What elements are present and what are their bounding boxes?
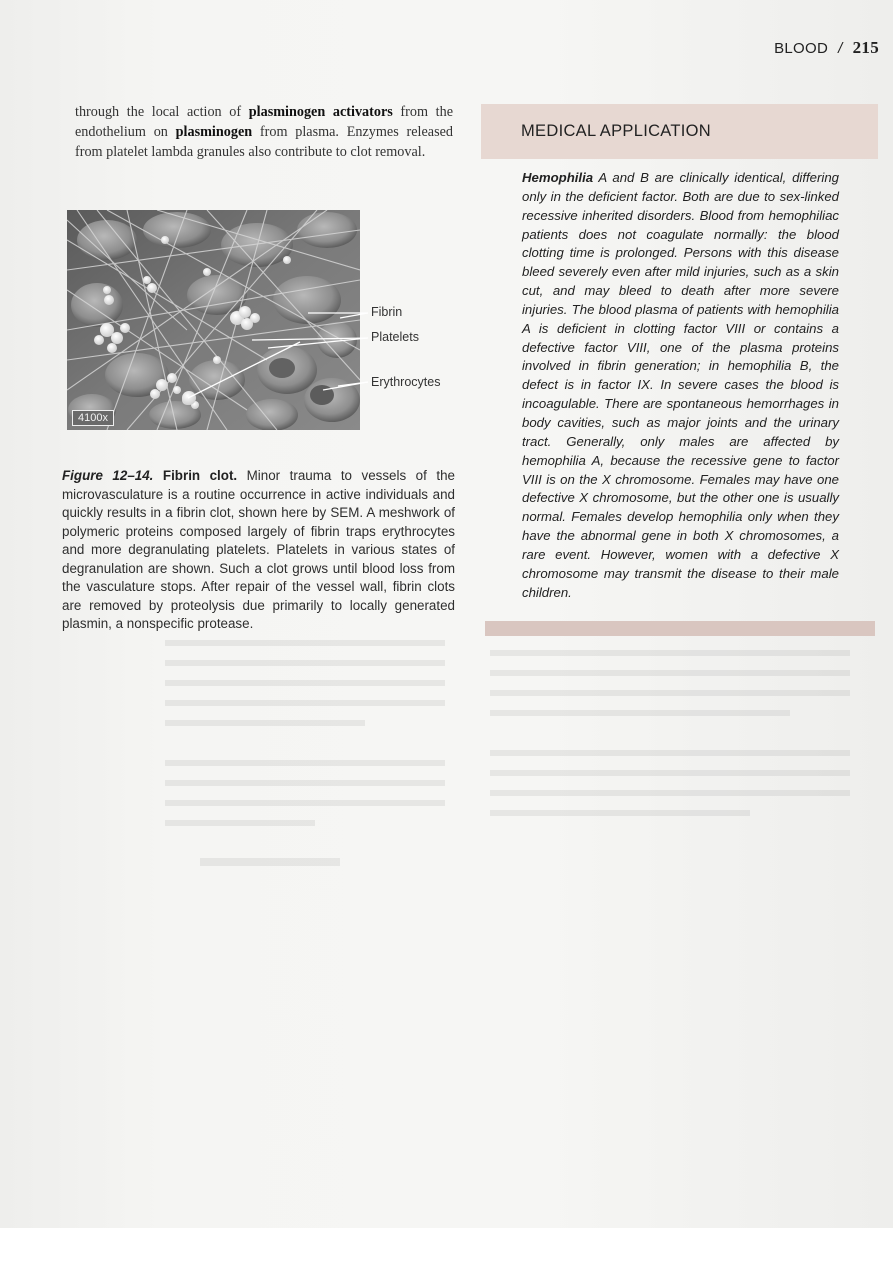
body-paragraph: [75, 102, 453, 162]
medical-application-bottom-bar: [485, 621, 875, 636]
medical-application-header: [481, 104, 878, 159]
magnification-label: 4100x: [72, 410, 114, 426]
running-head-section: BLOOD: [774, 40, 829, 57]
scan-margin: [0, 1228, 893, 1263]
callout-platelets: Platelets: [371, 330, 419, 344]
medical-application-text: A and B are clinically identical, differing only in the deficient factor. Both are due to sex-linked recessive inherited disorders. Blood from hemophiliac patients does not coagulate normally: the blood clotting time is prolonged. Persons with this disease bleed severely even after mild injuries, such as a skin cut, and may bleed to death after more severe injuries. The blood plasma of patients with hemophilia A is deficient in clotting factor VIII or contains a defective factor VIII, one of the plasma proteins involved in fibrin generation; in hemophilia B, the defect is in factor IX. In severe cases the blood is incoagulable. There are spontaneous hemorrhages in body cavities, such as major joints and the urinary tract. Generally, only males are affected by hemophilia A, because the recessive gene to factor VIII is on the X chromosome. Females may have one defective X chromosome, but the other one is usually normal. Females develop hemophilia only when they have the abnormal gene in both X chromosomes, a rare event. However, women with a defective X chromosome may transmit the disease to their male children.: [522, 170, 839, 600]
callout-erythrocytes: Erythrocytes: [371, 375, 441, 389]
medical-application-title: MEDICAL APPLICATION: [521, 122, 711, 140]
figure-caption: [62, 467, 455, 634]
term-plasminogen-activators: plasminogen activators: [248, 104, 393, 120]
figure-caption-text: Minor trauma to vessels of the microvasculature is a routine occurrence in active individuals and quickly results in a fibrin clot, shown here by SEM. A meshwork of polymeric proteins composed largely of fibrin traps erythrocytes and more degranulating platelets. Platelets in various states of degranulation are shown. Such a clot grows until blood loss from the vasculature stops. After repair of the vessel wall, fibrin clots are removed by proteolysis due primarily to locally generated plasmin, a nonspecific protease.: [62, 468, 455, 631]
term-plasminogen: plasminogen: [175, 124, 253, 140]
figure-label: Figure 12–14.: [62, 468, 154, 483]
figure-title: Fibrin clot.: [162, 468, 238, 483]
term-hemophilia: Hemophilia: [522, 170, 594, 185]
callout-fibrin: Fibrin: [371, 305, 403, 319]
body-text-2: from the endothelium on: [75, 104, 453, 140]
body-text-1: through the local action of: [75, 104, 249, 120]
body-text-3: from plasma. Enzymes released from platelet lambda granules also contribute to clot removal.: [75, 124, 453, 160]
page-number: 215: [852, 38, 879, 57]
micrograph-image: [67, 210, 360, 430]
sem-micrograph: [67, 210, 360, 430]
medical-application-body: [522, 169, 839, 602]
running-head: [774, 38, 879, 58]
running-head-separator: /: [838, 40, 843, 57]
